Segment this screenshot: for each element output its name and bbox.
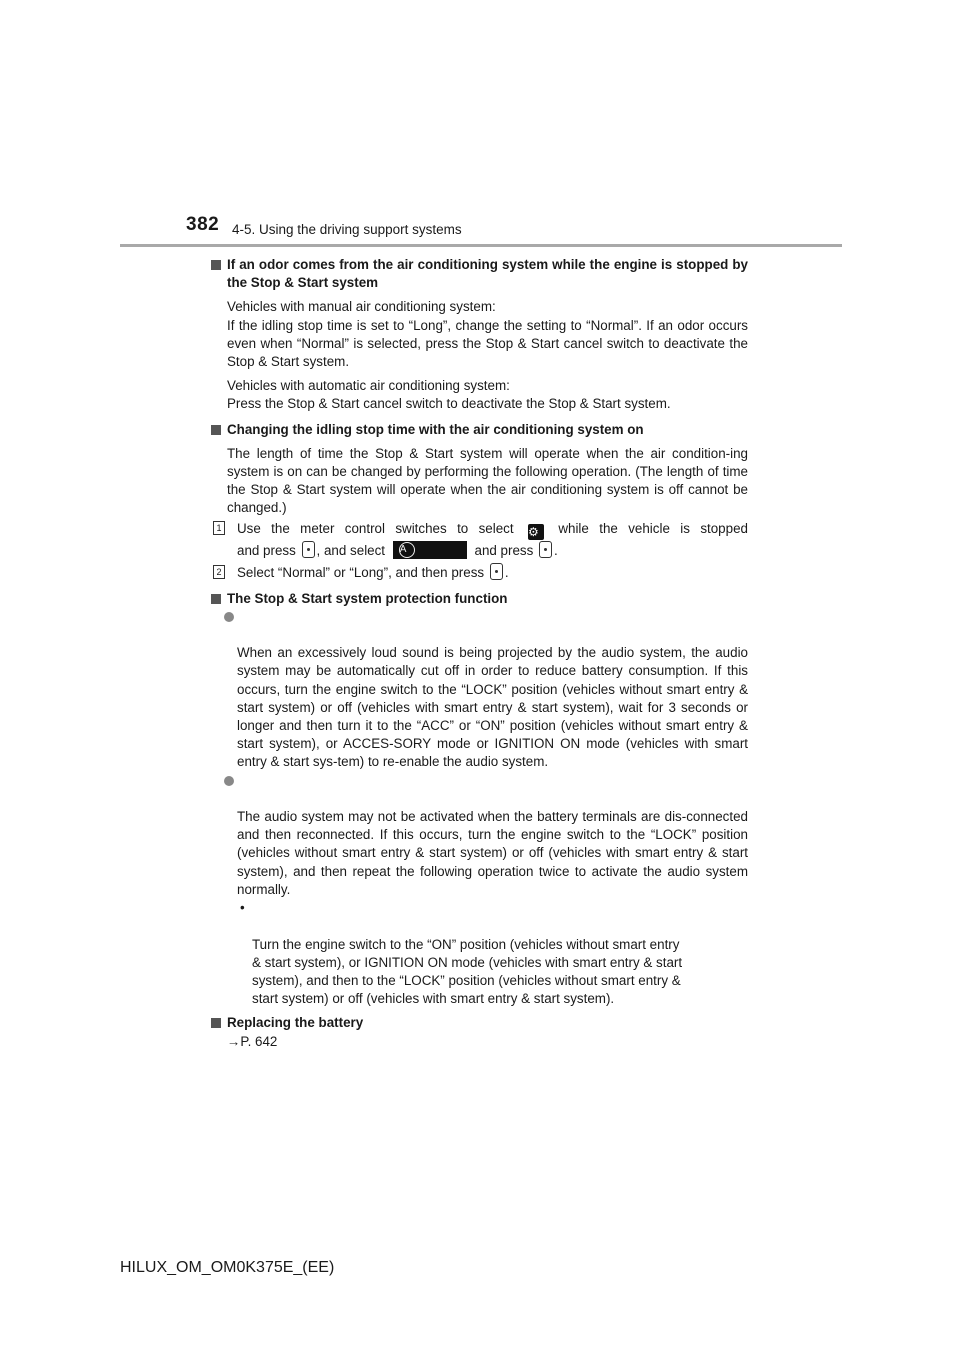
section-title: 4-5. Using the driving support systems bbox=[232, 222, 462, 237]
square-bullet-icon bbox=[211, 1018, 221, 1028]
meter-switch-button-icon bbox=[302, 541, 315, 558]
paragraph-idling-description: The length of time the Stop & Start system will operate when the air condition-ing system is on can be changed by performing the following operation. (The length of time the Stop & Start system will operate when the air conditioning system is off cannot be changed.) bbox=[227, 445, 748, 516]
meter-switch-button-icon bbox=[539, 541, 552, 558]
heading-odor: If an odor comes from the air conditioning system while the engine is stopped by the Stop & Start system bbox=[210, 256, 748, 292]
square-bullet-icon bbox=[211, 594, 221, 604]
sub-list-item: • Turn the engine switch to the “ON” position (vehicles without smart entry & start system), or IGNITION ON mode (vehicles with smart entry & start system), and then to the “LOCK” position (vehicles without smart entry & start system) or off (vehicles with smart entry & start system). bbox=[240, 900, 683, 1007]
heading-idling-stop-time: Changing the idling stop time with the air conditioning system on bbox=[210, 421, 748, 439]
page-content bbox=[210, 256, 748, 1051]
list-item: The audio system may not be activated when the battery terminals are dis-connected and then reconnected. If this occurs, turn the engine switch to the “LOCK” position (vehicles without smart entry & start system) or off (vehicles with smart entry & start system), and then repeat the following operation twice to activate the audio system normally. bbox=[210, 772, 748, 899]
settings-gear-icon: ⚙ bbox=[528, 524, 544, 540]
document-code: HILUX_OM_OM0K375E_(EE) bbox=[120, 1259, 335, 1276]
heading-protection-function: The Stop & Start system protection function bbox=[210, 590, 748, 608]
paragraph-manual-ac: Vehicles with manual air conditioning system: If the idling stop time is set to “Long”, change the setting to “Normal”. If an odor occurs even when “Normal” is selected, press the Stop & Start cancel switch to deactivate the Stop & Start system. bbox=[227, 299, 748, 370]
paragraph-automatic-ac: Vehicles with automatic air conditioning system: Press the Stop & Start cancel switch to deactivate the Stop & Start system. bbox=[227, 378, 671, 412]
square-bullet-icon bbox=[211, 425, 221, 435]
page-reference-link[interactable]: →P. 642 bbox=[227, 1033, 278, 1049]
step-number: 2 bbox=[213, 565, 225, 579]
header-rule bbox=[120, 244, 842, 247]
square-bullet-icon bbox=[211, 260, 221, 270]
step-2: 2 Select “Normal” or “Long”, and then press . bbox=[210, 562, 748, 584]
page-number: 382 bbox=[186, 214, 220, 235]
dot-marker: • bbox=[240, 900, 245, 916]
meter-switch-button-icon bbox=[490, 563, 503, 580]
circle-bullet-icon bbox=[224, 776, 234, 786]
circle-bullet-icon bbox=[224, 612, 234, 622]
step-1: 1 Use the meter control switches to select ⚙ while the vehicle is stopped and press , and select A and press . bbox=[210, 518, 748, 562]
list-item: When an excessively loud sound is being projected by the audio system, the audio system may be automatically cut off in order to reduce battery consumption. If this occurs, turn the engine switch to the “LOCK” position (vehicles without smart entry & start system) or off (vehicles with smart entry & start system), wait for 3 seconds or longer and then turn it to the “ACC” or “ON” position (vehicles without smart entry & start system), or ACCES-SORY mode or IGNITION ON mode (vehicles with smart entry & start sys-tem) to re-enable the audio system. bbox=[210, 608, 748, 772]
heading-replacing-battery: Replacing the battery bbox=[210, 1014, 748, 1032]
step-number: 1 bbox=[213, 521, 225, 535]
stop-start-display-icon: A bbox=[393, 541, 467, 559]
